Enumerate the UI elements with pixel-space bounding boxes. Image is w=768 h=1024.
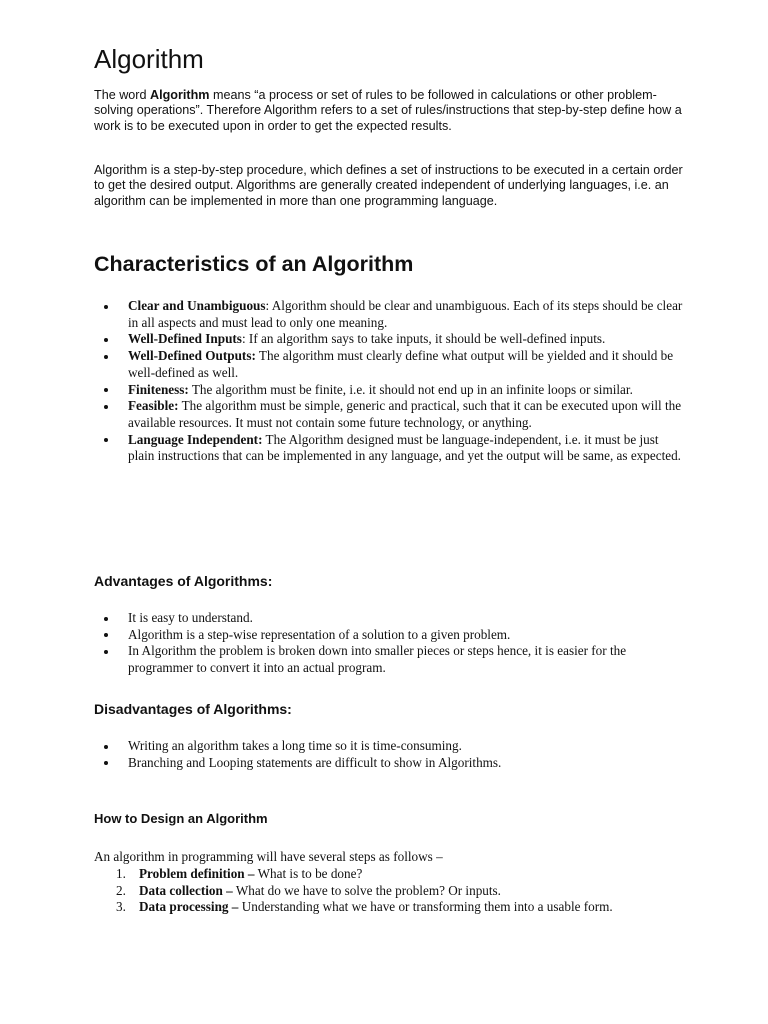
list-item: In Algorithm the problem is broken down into smaller pieces or steps hence, it is easier for the programmer to convert it into an actual program. xyxy=(94,643,684,676)
list-item: Branching and Looping statements are difficult to show in Algorithms. xyxy=(94,755,684,772)
page-title: Algorithm xyxy=(94,44,204,74)
list-item xyxy=(94,382,684,399)
list-item xyxy=(94,883,684,900)
step-term: Problem definition – xyxy=(139,866,255,881)
item-term: Feasible: xyxy=(128,398,179,414)
item-term: Finiteness: xyxy=(128,381,189,397)
step-number: 2. xyxy=(116,882,126,898)
list-item xyxy=(94,866,684,883)
design-heading: How to Design an Algorithm xyxy=(94,811,268,826)
advantages-heading: Advantages of Algorithms: xyxy=(94,573,273,589)
list-item xyxy=(94,348,684,381)
characteristics-list xyxy=(94,298,684,465)
item-term: Language Independent: xyxy=(128,431,263,447)
characteristics-heading: Characteristics of an Algorithm xyxy=(94,252,414,276)
item-term: Well-Defined Inputs xyxy=(128,331,242,347)
definition-paragraph: Algorithm is a step-by-step procedure, which defines a set of instructions to be executed in a certain order to get the desired output. Algorithms are generally created independent of underlying languages, i.e. an algorithm can be implemented in more than one programming language. xyxy=(94,163,683,208)
step-text: What is to be done? xyxy=(254,866,363,881)
item-text: The algorithm must be simple, generic and practical, such that it can be executed upon will the available resources. It must not contain some future technology, or anything. xyxy=(128,398,682,430)
item-separator: : xyxy=(241,331,249,347)
disadvantages-heading: Disadvantages of Algorithms: xyxy=(94,701,292,717)
item-term: Well-Defined Outputs: xyxy=(128,348,256,364)
item-term: Clear and Unambiguous xyxy=(128,298,266,313)
intro-prefix: The word xyxy=(94,88,150,102)
list-item xyxy=(94,899,684,916)
list-item xyxy=(94,331,684,348)
list-item: It is easy to understand. xyxy=(94,610,684,627)
intro-bold-term: Algorithm xyxy=(150,88,210,102)
item-text: The Algorithm designed must be language-independent, i.e. it must be just plain instructions that can be implemented in any language, and yet the output will be same, as expected. xyxy=(128,431,681,464)
list-item xyxy=(94,432,684,465)
disadvantages-list xyxy=(94,738,684,771)
intro-paragraph xyxy=(94,88,684,134)
step-text: What do we have to solve the problem? Or inputs. xyxy=(232,882,501,898)
design-intro: An algorithm in programming will have several steps as follows – xyxy=(94,849,443,864)
step-term: Data processing – xyxy=(139,899,239,915)
advantages-list xyxy=(94,610,684,677)
intro-rest: means “a process or set of rules to be followed in calculations or other problem-solving operations”. Therefore Algorithm refers to a set of rules/instructions that step-by-step define how a work is to be executed upon in order to get the expected results. xyxy=(94,88,682,133)
step-number: 1. xyxy=(116,866,126,881)
item-text: Algorithm should be clear and unambiguous. Each of its steps should be clear in all aspects and must lead to only one meaning. xyxy=(128,298,683,330)
item-text: The algorithm must clearly define what output will be yielded and it should be well-defined as well. xyxy=(128,348,674,380)
item-separator: : xyxy=(265,298,272,313)
design-steps-list xyxy=(94,866,684,916)
list-item xyxy=(94,398,684,431)
list-item xyxy=(94,298,684,331)
item-text: If an algorithm says to take inputs, it should be well-defined inputs. xyxy=(248,331,606,347)
list-item: Writing an algorithm takes a long time so it is time-consuming. xyxy=(94,738,684,755)
step-term: Data collection – xyxy=(139,882,233,898)
step-number: 3. xyxy=(116,899,126,915)
item-text: The algorithm must be finite, i.e. it should not end up in an infinite loops or similar. xyxy=(191,381,633,397)
step-text: Understanding what we have or transforming them into a usable form. xyxy=(238,899,613,915)
list-item: Algorithm is a step-wise representation of a solution to a given problem. xyxy=(94,627,684,644)
